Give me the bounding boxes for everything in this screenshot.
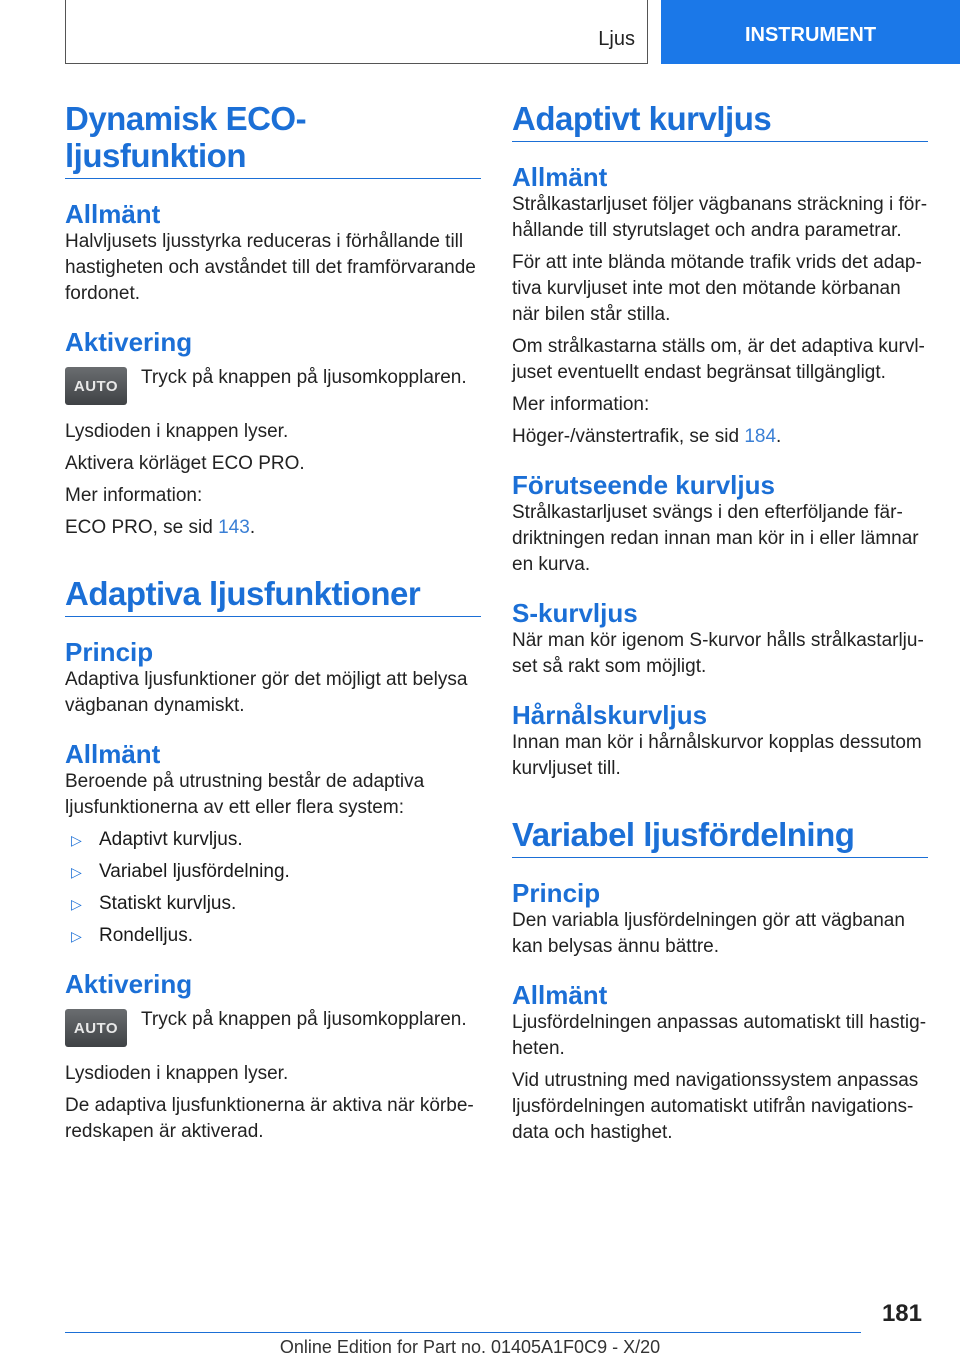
text-aktivera-eco: Aktivera körläget ECO PRO. [65,453,305,474]
subheading-princip-right: Princip [512,878,601,908]
footer-edition: Online Edition for Part no. 01405A1F0C9 - X/20 [279,1337,661,1357]
header-box [65,0,648,64]
auto-button-icon: AUTO [65,1009,127,1047]
footer-divider [65,1332,861,1333]
text-mer-info-right: Mer information: [512,394,650,415]
subheading-aktivering-2: Aktivering [65,969,193,999]
list-item-text: Variabel ljusfördelning. [99,861,290,882]
page-link-184[interactable]: 184 [744,426,777,447]
system-list [65,827,481,949]
text-harnal: Innan man kör i hårnålskurvor kopplas dessutom kurvljuset till. [512,732,922,779]
text-trafik-ref [512,424,928,450]
text-princip-right: Den variabla ljusfördelningen gör att vägbanan kan belysas ännu bättre. [512,910,905,957]
text-allmant2-p1: Ljusfördelningen anpassas automatiskt till hastigheten. [512,1012,927,1059]
subheading-harnal: Hårnålskurvljus [512,700,708,730]
subheading-aktivering: Aktivering [65,327,193,357]
list-item [65,859,481,885]
heading-adaptiva: Adaptiva ljusfunktioner [65,575,481,617]
page-number: 181 [881,1300,922,1327]
right-column [512,100,928,1146]
text-allmant2-p2: Vid utrustning med navigationssystem anpassas ljusfördelningen automatiskt utifrån navigationsdata och hastighet. [512,1070,919,1143]
section-aktivering [65,327,481,541]
section-forutseende [512,470,928,578]
auto-instruction-2 [65,1007,481,1047]
header-chapter-tab: INSTRUMENT [661,0,960,64]
text-allmant-2: Beroende på utrustning består de adaptiva ljusfunktionerna av ett eller flera system: [65,771,425,818]
triangle-bullet-icon: ▷ [71,832,82,848]
list-item-text: Statiskt kurvljus. [99,893,237,914]
subheading-skurv: S-kurvljus [512,598,638,628]
section-princip-right [512,878,928,960]
text-aktivering-2: Tryck på knappen på ljusomkopplaren. [141,1009,467,1030]
auto-button-icon: AUTO [65,367,127,405]
section-harnal [512,700,928,782]
text-forutseende: Strålkastarljuset svängs i den efterföljande färdriktningen redan innan man kör in i eller lämnar en kurva. [512,502,919,575]
text-princip: Adaptiva ljusfunktioner gör det möjligt att belysa vägbanan dynamiskt. [65,669,468,716]
trafik-ref-suffix: . [776,426,782,447]
trafik-ref-prefix: Höger-/vänstertrafik, se sid [512,426,745,447]
triangle-bullet-icon: ▷ [71,928,82,944]
text-aktivering: Tryck på knappen på ljusomkopplaren. [141,367,467,388]
text-allmant-p3: Om strålkastarna ställs om, är det adaptiva kurvljuset eventuellt endast begränsat tillgängligt. [512,336,925,383]
text-mer-info: Mer information: [65,485,203,506]
section-aktivering-2 [65,969,481,1145]
triangle-bullet-icon: ▷ [71,896,82,912]
text-skurv: När man kör igenom S-kurvor hålls strålkastarljuset så rakt som möjligt. [512,630,924,677]
text-allmant-p2: För att inte blända mötande trafik vrids det adaptiva kurvljuset inte mot den mötande körbanan när bilen står stilla. [512,252,922,325]
list-item [65,827,481,853]
text-lysdiod: Lysdioden i knappen lyser. [65,421,289,442]
section-skurv [512,598,928,680]
subheading-allmant-right-2: Allmänt [512,980,608,1010]
auto-instruction [65,365,481,405]
section-princip [65,637,481,719]
heading-dynamic-eco: Dynamisk ECO-ljusfunktion [65,100,481,179]
section-allmant-2 [65,739,481,949]
triangle-bullet-icon: ▷ [71,864,82,880]
list-item [65,923,481,949]
text-aktiva: De adaptiva ljusfunktionerna är aktiva när körberedskapen är aktiverad. [65,1095,474,1142]
text-eco-ref [65,515,481,541]
list-item [65,891,481,917]
subheading-allmant-2: Allmänt [65,739,161,769]
section-allmant [65,199,481,307]
text-allmant-p1: Strålkastarljuset följer vägbanans sträckning i förhållande till styrutslaget och andra parametrar. [512,194,928,241]
section-allmant-right-2 [512,980,928,1146]
heading-adaptivt-kurvljus: Adaptivt kurvljus [512,100,928,142]
subheading-princip: Princip [65,637,154,667]
text-allmant: Halvljusets ljusstyrka reduceras i förhållande till hastigheten och avståndet till det framförvarande fordonet. [65,231,476,304]
heading-variabel: Variabel ljusfördelning [512,816,928,858]
header-section-title: Ljus [598,28,635,50]
subheading-allmant-right: Allmänt [512,162,608,192]
page-link-143[interactable]: 143 [218,517,250,538]
list-item-text: Rondelljus. [99,925,193,946]
eco-ref-suffix: . [249,517,256,538]
subheading-forutseende: Förutseende kurvljus [512,470,775,500]
text-lysdiod-2: Lysdioden i knappen lyser. [65,1063,289,1084]
eco-ref-prefix: ECO PRO, se sid [65,517,219,538]
left-column [65,100,481,1145]
subheading-allmant: Allmänt [65,199,161,229]
list-item-text: Adaptivt kurvljus. [99,829,243,850]
section-allmant-right [512,162,928,450]
